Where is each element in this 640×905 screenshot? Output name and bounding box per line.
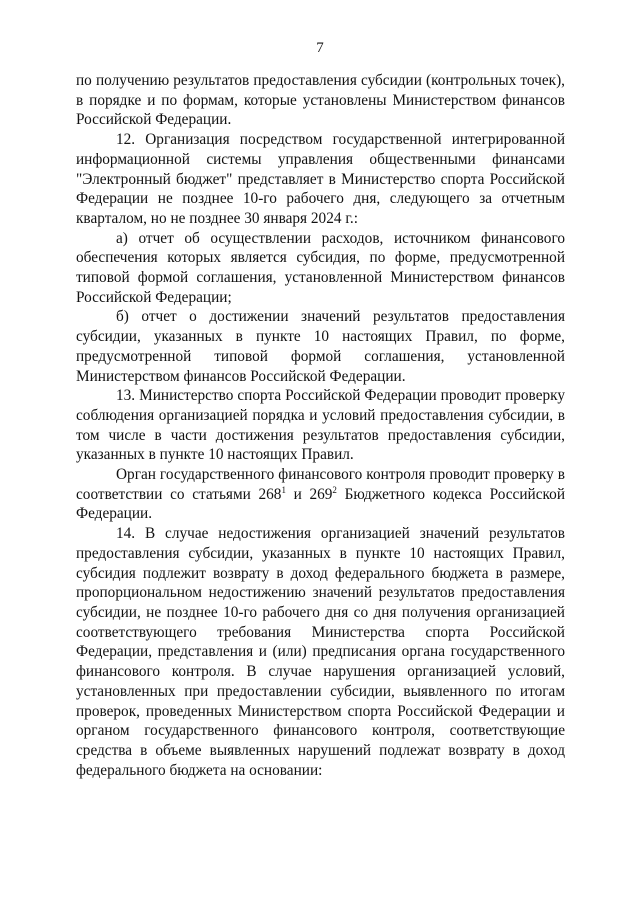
superscript: 1	[281, 484, 286, 495]
paragraph-subclause-b: б) отчет о достижении значений результатов предоставления субсидии, указанных в пункте 10 настоящих Правил, по форме, предусмотренной типовой формой соглашения, установленной Министерством финансов Российской Федерации.	[76, 308, 565, 385]
paragraph-clause-13: 13. Министерство спорта Российской Федерации проводит проверку соблюдения организацией порядка и условий предоставления субсидии, в том числе в части достижения результатов предоставления субсидии, указанных в пункте 10 настоящих Правил.	[76, 387, 565, 464]
text-segment: Орган государственного финансового контроля проводит проверку в соответствии со статьями 268	[76, 466, 565, 503]
paragraph-subclause-a: а) отчет об осуществлении расходов, источником финансового обеспечения которых является субсидия, по форме, предусмотренной типовой формой соглашения, установленной Министерством финансов Российской Федерации;	[76, 229, 565, 306]
paragraph-continuation: по получению результатов предоставления субсидии (контрольных точек), в порядке и по формам, которые установлены Министерством финансов Российской Федерации.	[76, 72, 565, 129]
page-number: 7	[316, 40, 324, 56]
text-segment: и 269	[285, 485, 333, 503]
paragraph-clause-14: 14. В случае недостижения организацией значений результатов предоставления субсидии, указанных в пункте 10 настоящих Правил, субсидия подлежит возврату в доход федерального бюджета в размере, пропорциональном недостижению значений результатов предоставления субсидии, не позднее 10-го рабочего дня со дня получения организацией соответствующего требования Министерства спорта Российской Федерации, представления и (или) предписания органа государственного финансового контроля. В случае нарушения организацией условий, установленных при предоставлении субсидии, выявленного по итогам проверок, проведенных Министерством спорта Российской Федерации и органом государственного финансового контроля, соответствующие средства в объеме выявленных нарушений подлежат возврату в доход федерального бюджета на основании:	[76, 525, 565, 779]
superscript: 2	[332, 484, 337, 495]
document-body	[76, 71, 565, 780]
paragraph-financial-control	[76, 465, 565, 524]
paragraph-clause-12: 12. Организация посредством государственной интегрированной информационной системы управления общественными финансами "Электронный бюджет" представляет в Министерство спорта Российской Федерации не позднее 10-го рабочего дня, следующего за отчетным кварталом, но не позднее 30 января 2024 г.:	[76, 131, 565, 227]
text-segment: Бюджетного кодекса Российской Федерации.	[76, 485, 565, 523]
